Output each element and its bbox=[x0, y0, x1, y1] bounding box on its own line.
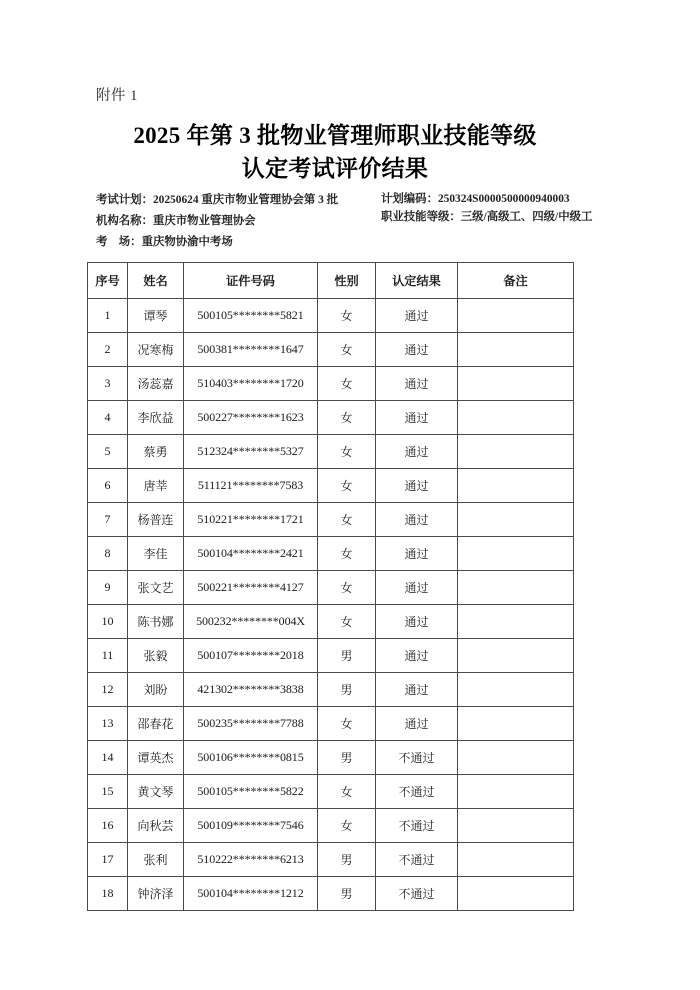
cell-id: 421302********3838 bbox=[184, 673, 318, 707]
cell-note bbox=[458, 707, 574, 741]
table-row bbox=[88, 707, 574, 741]
cell-sex: 女 bbox=[318, 333, 376, 367]
cell-note bbox=[458, 639, 574, 673]
cell-id: 500106********0815 bbox=[184, 741, 318, 775]
cell-result: 通过 bbox=[376, 503, 458, 537]
cell-result: 通过 bbox=[376, 333, 458, 367]
cell-id: 510221********1721 bbox=[184, 503, 318, 537]
cell-name: 张毅 bbox=[128, 639, 184, 673]
meta-exam-plan-value: 20250624 重庆市物业管理协会第 3 批 bbox=[152, 194, 339, 206]
cell-sex: 女 bbox=[318, 537, 376, 571]
cell-sex: 女 bbox=[318, 571, 376, 605]
meta-org-name-label: 机构名称： bbox=[96, 215, 153, 227]
cell-id: 500235********7788 bbox=[184, 707, 318, 741]
cell-index: 6 bbox=[88, 469, 128, 503]
table-row bbox=[88, 673, 574, 707]
meta-org-name bbox=[96, 211, 374, 232]
header-note: 备注 bbox=[458, 263, 574, 299]
cell-note bbox=[458, 843, 574, 877]
cell-index: 2 bbox=[88, 333, 128, 367]
page-title bbox=[95, 120, 575, 185]
cell-name: 邵春花 bbox=[128, 707, 184, 741]
cell-sex: 女 bbox=[318, 367, 376, 401]
cell-index: 13 bbox=[88, 707, 128, 741]
cell-result: 不通过 bbox=[376, 877, 458, 911]
cell-note bbox=[458, 333, 574, 367]
page-title-line-2: 认定考试评价结果 bbox=[241, 155, 429, 181]
cell-sex: 女 bbox=[318, 707, 376, 741]
cell-index: 16 bbox=[88, 809, 128, 843]
meta-skill-level-value: 三级/高级工、四级/中级工 bbox=[460, 211, 593, 223]
table-row bbox=[88, 877, 574, 911]
header-name: 姓名 bbox=[128, 263, 184, 299]
cell-result: 通过 bbox=[376, 707, 458, 741]
cell-note bbox=[458, 571, 574, 605]
cell-id: 500109********7546 bbox=[184, 809, 318, 843]
cell-note bbox=[458, 673, 574, 707]
table-row bbox=[88, 401, 574, 435]
table-row bbox=[88, 333, 574, 367]
meta-column-left bbox=[96, 190, 374, 253]
cell-result: 不通过 bbox=[376, 741, 458, 775]
cell-name: 张利 bbox=[128, 843, 184, 877]
cell-name: 谭英杰 bbox=[128, 741, 184, 775]
cell-result: 通过 bbox=[376, 673, 458, 707]
page-title-line-1: 2025 年第 3 批物业管理师职业技能等级 bbox=[133, 123, 537, 148]
cell-result: 不通过 bbox=[376, 843, 458, 877]
meta-plan-code-label: 计划编码： bbox=[381, 193, 438, 205]
header-result: 认定结果 bbox=[376, 263, 458, 299]
cell-sex: 男 bbox=[318, 741, 376, 775]
cell-index: 12 bbox=[88, 673, 128, 707]
cell-index: 18 bbox=[88, 877, 128, 911]
cell-index: 9 bbox=[88, 571, 128, 605]
cell-name: 蔡勇 bbox=[128, 435, 184, 469]
cell-id: 500227********1623 bbox=[184, 401, 318, 435]
cell-name: 陈书娜 bbox=[128, 605, 184, 639]
cell-index: 11 bbox=[88, 639, 128, 673]
cell-name: 黄文琴 bbox=[128, 775, 184, 809]
cell-id: 500105********5821 bbox=[184, 299, 318, 333]
cell-id: 500107********2018 bbox=[184, 639, 318, 673]
table-row bbox=[88, 605, 574, 639]
meta-plan-code-value: 250324S0000500000940003 bbox=[437, 193, 570, 205]
cell-index: 5 bbox=[88, 435, 128, 469]
cell-note bbox=[458, 503, 574, 537]
cell-sex: 女 bbox=[318, 503, 376, 537]
cell-id: 500104********1212 bbox=[184, 877, 318, 911]
cell-id: 511121********7583 bbox=[184, 469, 318, 503]
meta-exam-site-value: 重庆物协渝中考场 bbox=[141, 236, 233, 248]
header-index: 序号 bbox=[88, 263, 128, 299]
cell-note bbox=[458, 469, 574, 503]
cell-id: 500105********5822 bbox=[184, 775, 318, 809]
table-row bbox=[88, 843, 574, 877]
meta-exam-plan bbox=[96, 190, 374, 211]
cell-result: 通过 bbox=[376, 605, 458, 639]
cell-result: 通过 bbox=[376, 401, 458, 435]
cell-note bbox=[458, 435, 574, 469]
cell-id: 500381********1647 bbox=[184, 333, 318, 367]
attachment-label: 附件 1 bbox=[96, 88, 138, 104]
cell-result: 通过 bbox=[376, 435, 458, 469]
cell-sex: 女 bbox=[318, 775, 376, 809]
table-row bbox=[88, 571, 574, 605]
meta-plan-code bbox=[381, 190, 596, 209]
cell-sex: 男 bbox=[318, 639, 376, 673]
cell-note bbox=[458, 367, 574, 401]
cell-note bbox=[458, 401, 574, 435]
cell-note bbox=[458, 299, 574, 333]
cell-name: 李欣益 bbox=[128, 401, 184, 435]
cell-index: 3 bbox=[88, 367, 128, 401]
table-row bbox=[88, 503, 574, 537]
cell-result: 通过 bbox=[376, 639, 458, 673]
cell-name: 杨普连 bbox=[128, 503, 184, 537]
cell-note bbox=[458, 775, 574, 809]
cell-index: 17 bbox=[88, 843, 128, 877]
meta-column-right bbox=[381, 190, 596, 226]
cell-note bbox=[458, 809, 574, 843]
cell-id: 512324********5327 bbox=[184, 435, 318, 469]
meta-skill-level-label: 职业技能等级： bbox=[381, 211, 461, 223]
meta-block bbox=[96, 190, 596, 258]
table-header-row bbox=[88, 263, 574, 299]
table-row bbox=[88, 741, 574, 775]
cell-index: 10 bbox=[88, 605, 128, 639]
cell-sex: 女 bbox=[318, 605, 376, 639]
meta-exam-plan-label: 考试计划： bbox=[96, 194, 153, 206]
cell-name: 向秋芸 bbox=[128, 809, 184, 843]
table-row bbox=[88, 299, 574, 333]
cell-index: 4 bbox=[88, 401, 128, 435]
results-table-body bbox=[88, 299, 574, 911]
cell-note bbox=[458, 877, 574, 911]
cell-index: 15 bbox=[88, 775, 128, 809]
cell-sex: 女 bbox=[318, 809, 376, 843]
meta-exam-site bbox=[96, 232, 374, 253]
header-sex: 性别 bbox=[318, 263, 376, 299]
cell-name: 钟济泽 bbox=[128, 877, 184, 911]
cell-result: 通过 bbox=[376, 367, 458, 401]
cell-id: 500221********4127 bbox=[184, 571, 318, 605]
cell-index: 8 bbox=[88, 537, 128, 571]
header-id: 证件号码 bbox=[184, 263, 318, 299]
cell-result: 通过 bbox=[376, 469, 458, 503]
meta-skill-level bbox=[381, 209, 596, 226]
cell-id: 500104********2421 bbox=[184, 537, 318, 571]
cell-sex: 男 bbox=[318, 673, 376, 707]
table-row bbox=[88, 809, 574, 843]
cell-name: 李佳 bbox=[128, 537, 184, 571]
cell-result: 通过 bbox=[376, 537, 458, 571]
cell-name: 张文艺 bbox=[128, 571, 184, 605]
cell-result: 不通过 bbox=[376, 775, 458, 809]
cell-name: 谭琴 bbox=[128, 299, 184, 333]
table-row bbox=[88, 367, 574, 401]
cell-sex: 男 bbox=[318, 877, 376, 911]
cell-index: 1 bbox=[88, 299, 128, 333]
cell-id: 510222********6213 bbox=[184, 843, 318, 877]
table-row bbox=[88, 639, 574, 673]
cell-note bbox=[458, 537, 574, 571]
table-row bbox=[88, 435, 574, 469]
results-table bbox=[87, 262, 574, 911]
cell-id: 500232********004X bbox=[184, 605, 318, 639]
cell-name: 刘盼 bbox=[128, 673, 184, 707]
cell-sex: 男 bbox=[318, 843, 376, 877]
meta-org-name-value: 重庆市物业管理协会 bbox=[152, 215, 256, 227]
cell-name: 汤蕊嘉 bbox=[128, 367, 184, 401]
cell-note bbox=[458, 605, 574, 639]
cell-name: 唐莘 bbox=[128, 469, 184, 503]
cell-note bbox=[458, 741, 574, 775]
meta-exam-site-label: 考 场： bbox=[96, 236, 142, 248]
cell-sex: 女 bbox=[318, 469, 376, 503]
table-row bbox=[88, 775, 574, 809]
cell-result: 通过 bbox=[376, 299, 458, 333]
cell-result: 通过 bbox=[376, 571, 458, 605]
cell-result: 不通过 bbox=[376, 809, 458, 843]
table-row bbox=[88, 537, 574, 571]
cell-index: 7 bbox=[88, 503, 128, 537]
table-row bbox=[88, 469, 574, 503]
cell-sex: 女 bbox=[318, 401, 376, 435]
cell-id: 510403********1720 bbox=[184, 367, 318, 401]
cell-sex: 女 bbox=[318, 299, 376, 333]
cell-sex: 女 bbox=[318, 435, 376, 469]
cell-index: 14 bbox=[88, 741, 128, 775]
cell-name: 况寒梅 bbox=[128, 333, 184, 367]
